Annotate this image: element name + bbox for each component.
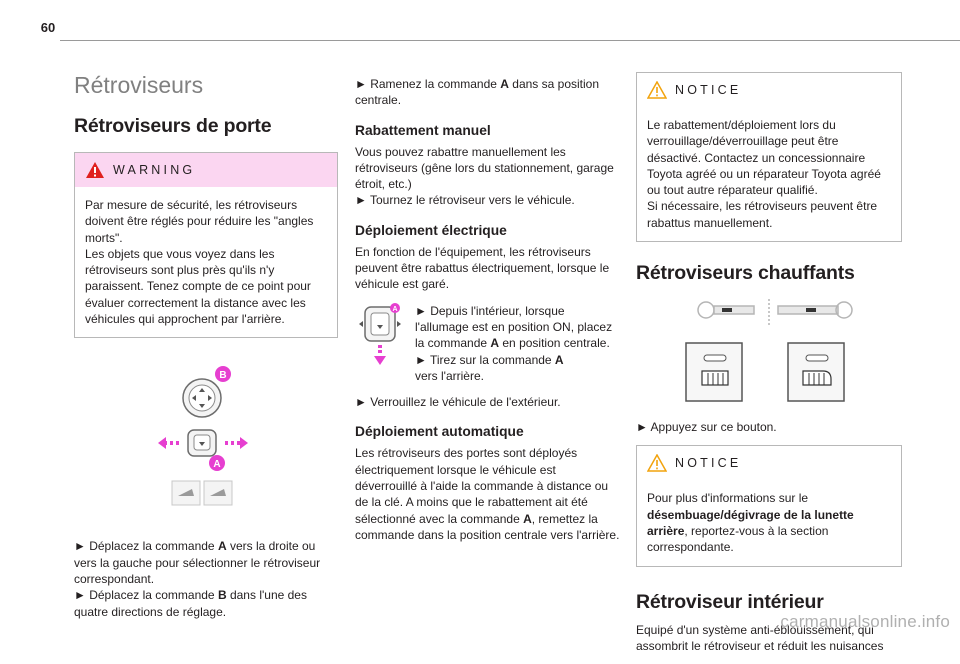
column-right	[636, 72, 902, 664]
watermark: carmanualsonline.info	[780, 612, 950, 631]
dashboard-icons	[698, 299, 852, 325]
mirror-indicator-icons	[172, 481, 232, 505]
notice-box-2	[636, 445, 902, 566]
notice-header-1	[637, 73, 901, 107]
warning-header	[75, 153, 337, 187]
instruction-return-a: ► Ramenez la commande A dans sa position centrale.	[355, 77, 600, 108]
warning-icon	[85, 161, 105, 179]
notice-header-2	[637, 446, 901, 480]
warning-box	[74, 152, 338, 338]
page-number: 60	[40, 20, 56, 35]
heading-door-mirrors: Rétroviseurs de porte	[74, 115, 272, 137]
heated-mirror-illustration	[636, 299, 902, 411]
column-middle	[355, 76, 620, 553]
notice-label-2: NOTICE	[675, 456, 742, 471]
electric-unfolding-text: En fonction de l'équipement, les rétroviseurs peuvent être rabattus électriquement, lorsque le véhicule est garé.	[355, 244, 610, 292]
heading-interior-mirror: Rétroviseur intérieur	[636, 590, 824, 613]
section-title: Rétroviseurs	[74, 72, 204, 98]
auto-unfolding-text: Les rétroviseurs des portes sont déployés électriquement lorsque le véhicule est déverrouillé à l'aide la commande à distance ou de la clé. A moins que le rabattement ait été sélectionné avec la commande A, remettez la commande dans la position centrale vers l'arrière.	[355, 446, 620, 542]
notice-box-1	[636, 72, 902, 242]
heading-heated-mirrors: Rétroviseurs chauffants	[636, 262, 855, 285]
header-rule	[60, 40, 960, 41]
heated-instruction: ► Appuyez sur ce bouton.	[636, 420, 777, 435]
figure-label-b: B	[219, 370, 227, 382]
heading-auto-unfolding: Déploiement automatique	[355, 424, 524, 440]
mirror-defrost-button-icon	[788, 343, 844, 401]
warning-label: WARNING	[113, 163, 196, 177]
electric-step-2: ► Tirez sur la commande A vers l'arrière.	[415, 352, 564, 383]
figure-label-a: A	[213, 459, 221, 471]
instruction-b: ► Déplacez la commande B dans l'une des quatre directions de réglage.	[74, 588, 307, 619]
electric-step-1: ► Depuis l'intérieur, lorsque l'allumage est en position ON, placez la commande A en position centrale.	[415, 303, 613, 351]
lock-vehicle-text: ► Verrouillez le véhicule de l'extérieur.	[355, 395, 561, 410]
notice-icon	[647, 454, 667, 472]
column-left	[74, 72, 338, 630]
heading-manual-folding: Rabattement manuel	[355, 122, 491, 138]
notice-label-1: NOTICE	[675, 83, 742, 97]
electric-unfolding-steps	[355, 303, 620, 384]
figure-label-a-pull: A	[392, 305, 398, 313]
heading-electric-unfolding: Déploiement électrique	[355, 222, 507, 238]
instruction-a: ► Déplacez la commande A vers la droite ou vers la gauche pour sélectionner le rétroviseur correspondant.	[74, 539, 321, 586]
selector-a-icon	[158, 430, 248, 471]
notice-icon	[647, 81, 667, 99]
rear-defrost-button-icon	[686, 343, 742, 401]
manual-folding-text: Vous pouvez rabattre manuellement les rétroviseurs (gêne lors du stationnement, garage étroit, etc.) ► Tournez le rétroviseur vers le véhicule.	[355, 144, 614, 208]
interior-mirror-text: Equipé d'un système anti-éblouissement, qui assombrit le rétroviseur et réduit les nuisances	[636, 622, 884, 653]
mirror-control-illustration	[74, 360, 338, 514]
notice-text-1: Le rabattement/déploiement lors du verrouillage/déverrouillage peut être désactivé. Contactez un concessionnaire Toyota agréé ou un réparateur Toyota agréé ou tout autre réparateur qualifié. Si nécessaire, les rétroviseurs peuvent être rabattus manuellement.	[647, 118, 881, 230]
warning-text: Par mesure de sécurité, les rétroviseurs doivent être réglés pour réduire les "angles morts". Les objets que vous voyez dans les rétroviseurs sont plus près qu'ils n'y paraissent. Tenez compte de ce point pour évaluer correctement la distance avec les véhicules qui approchent par l'arrière.	[85, 198, 314, 327]
notice-text-2: Pour plus d'informations sur le désembuage/dégivrage de la lunette arrière, reportez-vous à la section correspondante.	[647, 491, 854, 555]
selector-pull-icon	[355, 303, 405, 369]
